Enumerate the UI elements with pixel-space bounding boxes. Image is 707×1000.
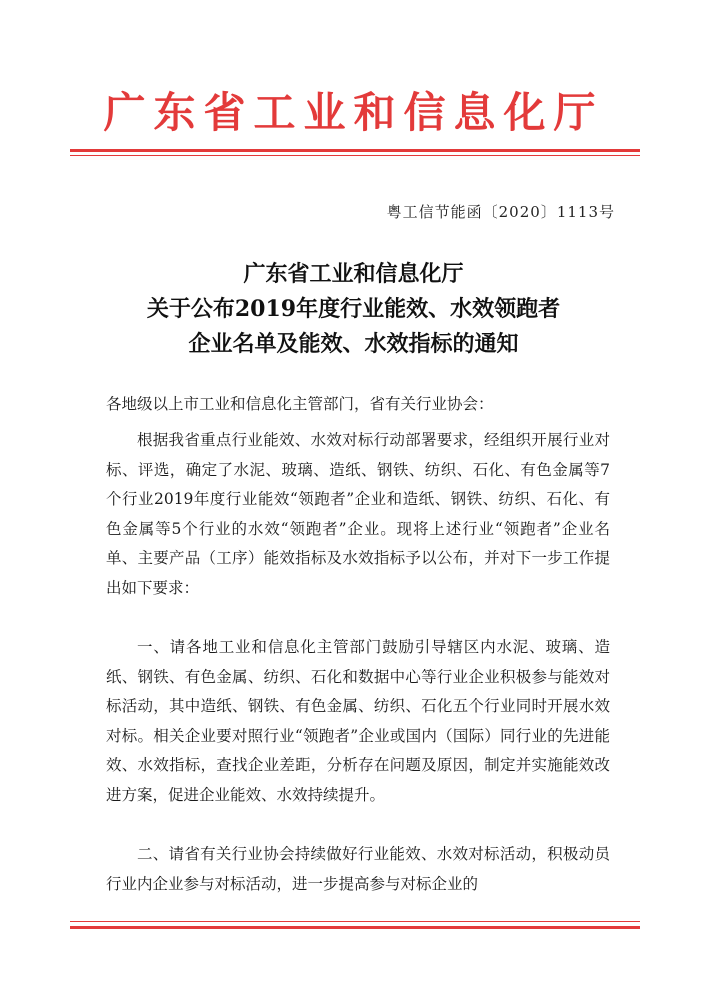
title-line-1: 广东省工业和信息化厅 — [243, 261, 464, 287]
org-header: 广东省工业和信息化厅 — [103, 88, 604, 137]
title-line-2: 关于公布2019年度行业能效、水效领跑者 — [146, 296, 561, 322]
header-rule-thick — [70, 149, 640, 152]
document-number: 粤工信节能函〔2020〕1113号 — [386, 203, 615, 221]
salutation: 各地级以上市工业和信息化主管部门，省有关行业协会： — [106, 395, 494, 413]
footer-rule-thick — [70, 926, 640, 929]
footer-rule-thin — [70, 921, 640, 922]
header-rule-thin — [70, 155, 640, 156]
document-title — [0, 257, 707, 362]
paragraph-intro: 根据我省重点行业能效、水效对标行动部署要求，经组织开展行业对标、评选，确定了水泥、玻璃、造纸、钢铁、纺织、石化、有色金属等7个行业2019年度行业能效“领跑者”企业和造纸、钢铁、纺织、石化、有色金属等5个行业的水效“领跑者”企业。现将上述行业“领跑者”企业名单、主要产品（工序）能效指标及水效指标予以公布，并对下一步工作提出如下要求： — [106, 431, 610, 597]
title-line-3: 企业名单及能效、水效指标的通知 — [188, 331, 519, 357]
paragraph-requirement-1: 一、请各地工业和信息化主管部门鼓励引导辖区内水泥、玻璃、造纸、钢铁、有色金属、纺织、石化和数据中心等行业企业积极参与能效对标活动，其中造纸、钢铁、有色金属、纺织、石化五个行业同时开展水效对标。相关企业要对照行业“领跑者”企业或国内（国际）同行业的先进能效、水效指标，查找企业差距，分析存在问题及原因，制定并实施能效改进方案，促进企业能效、水效持续提升。 — [106, 638, 610, 804]
paragraph-requirement-2: 二、请省有关行业协会持续做好行业能效、水效对标活动，积极动员行业内企业参与对标活动，进一步提高参与对标企业的 — [106, 845, 610, 893]
